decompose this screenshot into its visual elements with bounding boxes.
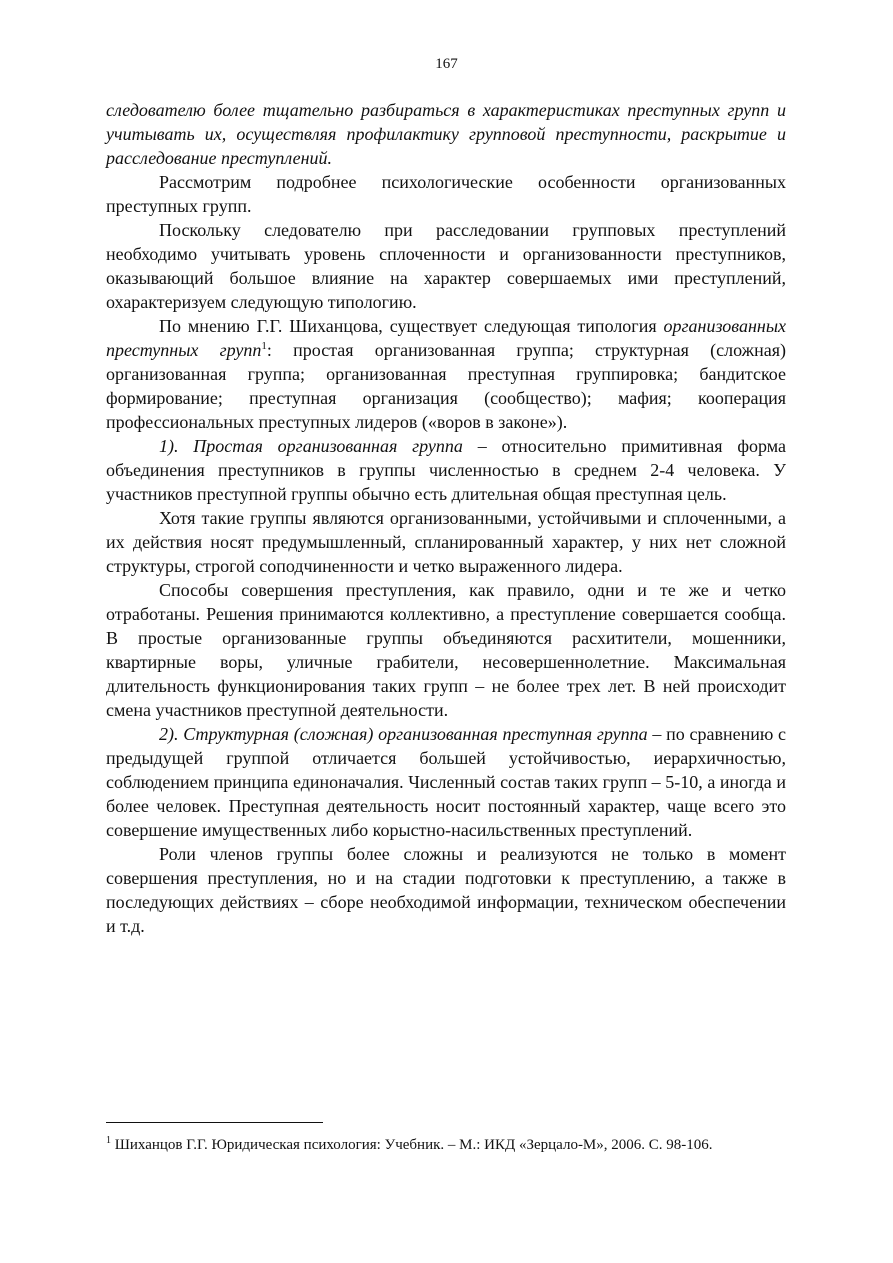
footnote-marker: 1 [106,1135,111,1146]
footnote-reference: 1 [261,340,267,352]
paragraph-text: : простая организованная группа; структурная (сложная) организованная группа; организованная преступная группировка; бандитское формирование; преступная организация (сообщество); мафия; кооперация профессиональных преступных лидеров («воров в законе»). [106,340,786,432]
italic-heading: 1). Простая организованная группа [159,436,463,456]
footnote-divider [106,1122,323,1123]
paragraph-typology [106,314,786,434]
paragraph-text: – относительно примитивная форма объединения преступников в группы численностью в среднем 2-4 человека. У участников преступной группы обычно есть длительная общая преступная цель. [106,436,786,504]
page-number: 167 [435,56,458,72]
paragraph: Хотя такие группы являются организованными, устойчивыми и сплоченными, а их действия носят предумышленный, спланированный характер, у них нет сложной структуры, строгой соподчиненности и четко выраженного лидера. [106,508,786,576]
body-text [106,98,786,938]
paragraph: Роли членов группы более сложны и реализуются не только в момент совершения преступления, но и на стадии подготовки к преступлению, а также в последующих действиях – сборе необходимой информации, техническом обеспечении и т.д. [106,844,786,936]
paragraph-structural-group [106,722,786,842]
paragraph-continued: следователю более тщательно разбираться в характеристиках преступных групп и учитывать их, осуществляя профилактику групповой преступности, раскрытие и расследование преступлений. [106,100,786,168]
paragraph-simple-group [106,434,786,506]
italic-heading: 2). Структурная (сложная) организованная преступная группа [159,724,648,744]
paragraph-text: – по сравнению с предыдущей группой отличается большей устойчивостью, иерархичностью, соблюдением принципа единоначалия. Численный состав таких групп – 5-10, а иногда и более человек. Преступная деятельность носит постоянный характер, чаще всего это совершение имущественных либо корыстно-насильственных преступлений. [106,724,787,840]
footnote [106,1134,786,1156]
paragraph: Поскольку следователю при расследовании групповых преступлений необходимо учитывать уровень сплоченности и организованности преступников, оказывающий большое влияние на характер совершаемых ими преступлений, охарактеризуем следующую типологию. [106,220,786,312]
footnote-text: Шиханцов Г.Г. Юридическая психология: Учебник. – М.: ИКД «Зерцало-М», 2006. С. 98-106. [111,1137,713,1153]
italic-term: организованных преступных групп [106,316,786,360]
paragraph: Способы совершения преступления, как правило, одни и те же и четко отработаны. Решения принимаются коллективно, а преступление совершается сообща. В простые организованные группы объединяются расхитители, мошенники, квартирные воры, уличные грабители, несовершеннолетние. Максимальная длительность функционирования таких групп – не более трех лет. В ней происходит смена участников преступной деятельности. [106,580,786,720]
paragraph: Рассмотрим подробнее психологические особенности организованных преступных групп. [106,172,786,216]
paragraph-text: По мнению Г.Г. Шиханцова, существует следующая типология [159,316,664,336]
